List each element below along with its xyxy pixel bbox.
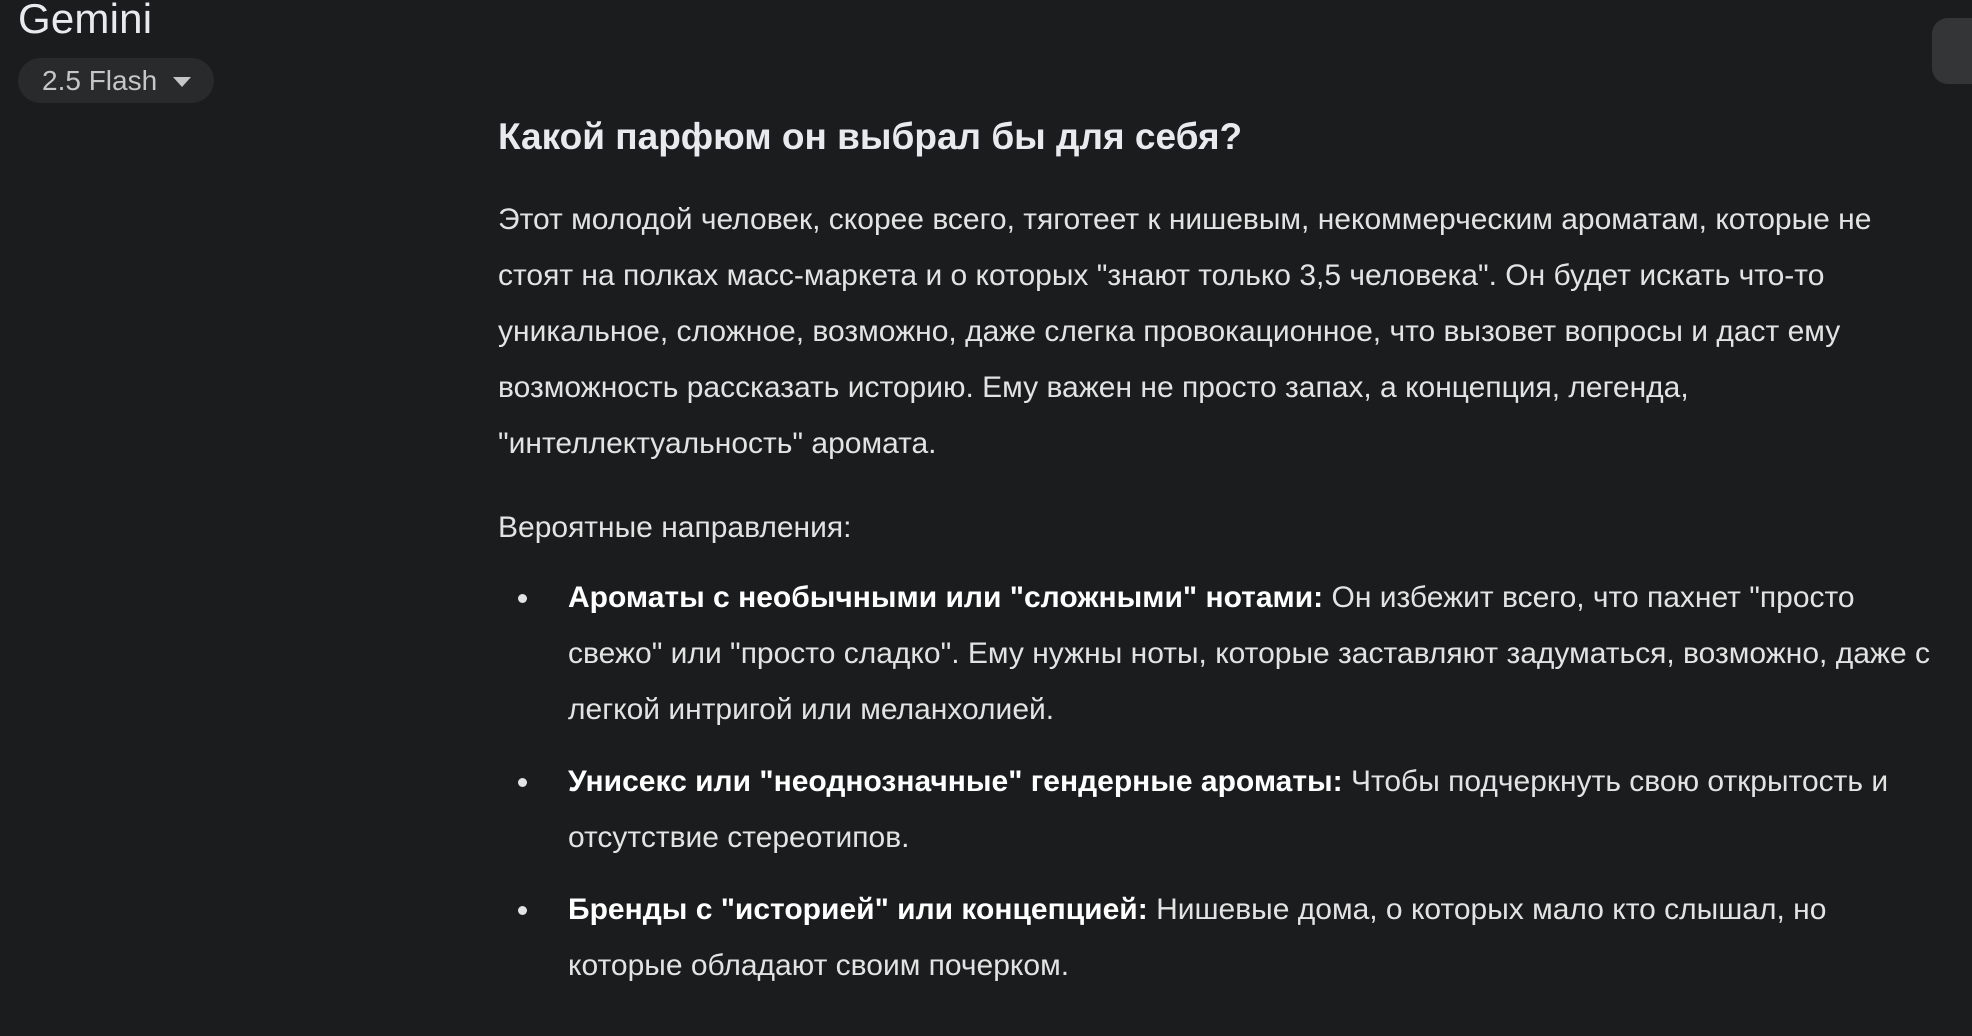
model-picker-button[interactable] <box>18 58 214 103</box>
item-text: Нишевые дома, о которых мало кто слышал, но которые обладают своим почерком. <box>568 893 1827 982</box>
list-item <box>498 570 1938 738</box>
list-item <box>498 754 1938 866</box>
item-text: Чтобы подчеркнуть свою открытость и отсутствие стереотипов. <box>568 765 1889 854</box>
item-text: Он избежит всего, что пахнет "просто свежо" или "просто сладко". Ему нужны ноты, которые заставляют задуматься, возможно, даже с легкой интригой или меланхолией. <box>568 581 1930 726</box>
item-title: Ароматы с необычными или "сложными" нотами: <box>568 581 1324 614</box>
bullet-icon <box>518 778 527 787</box>
directions-list <box>498 570 1938 994</box>
item-title: Бренды с "историей" или концепцией: <box>568 893 1148 926</box>
list-item <box>498 882 1938 994</box>
app-title: Gemini <box>18 0 153 42</box>
response-content <box>498 112 1938 1010</box>
response-paragraph: Этот молодой человек, скорее всего, тяготеет к нишевым, некоммерческим ароматам, которые не стоят на полках масс-маркета и о которых "знают только 3,5 человека". Он будет искать что-то уникальное, сложное, возможно, даже слегка провокационное, что вызовет вопросы и даст ему возможность рассказать историю. Ему важен не просто запах, а концепция, легенда, "интеллектуальность" аромата. <box>498 203 1872 460</box>
response-heading: Какой парфюм он выбрал бы для себя? <box>498 116 1243 157</box>
model-label: 2.5 Flash <box>42 64 158 96</box>
panel-edge-button[interactable] <box>1932 18 1972 84</box>
bullet-icon <box>518 906 527 915</box>
caret-down-icon <box>173 77 191 87</box>
list-intro: Вероятные направления: <box>498 511 852 544</box>
bullet-icon <box>518 594 527 603</box>
item-title: Унисекс или "неоднозначные" гендерные ароматы: <box>568 765 1343 798</box>
